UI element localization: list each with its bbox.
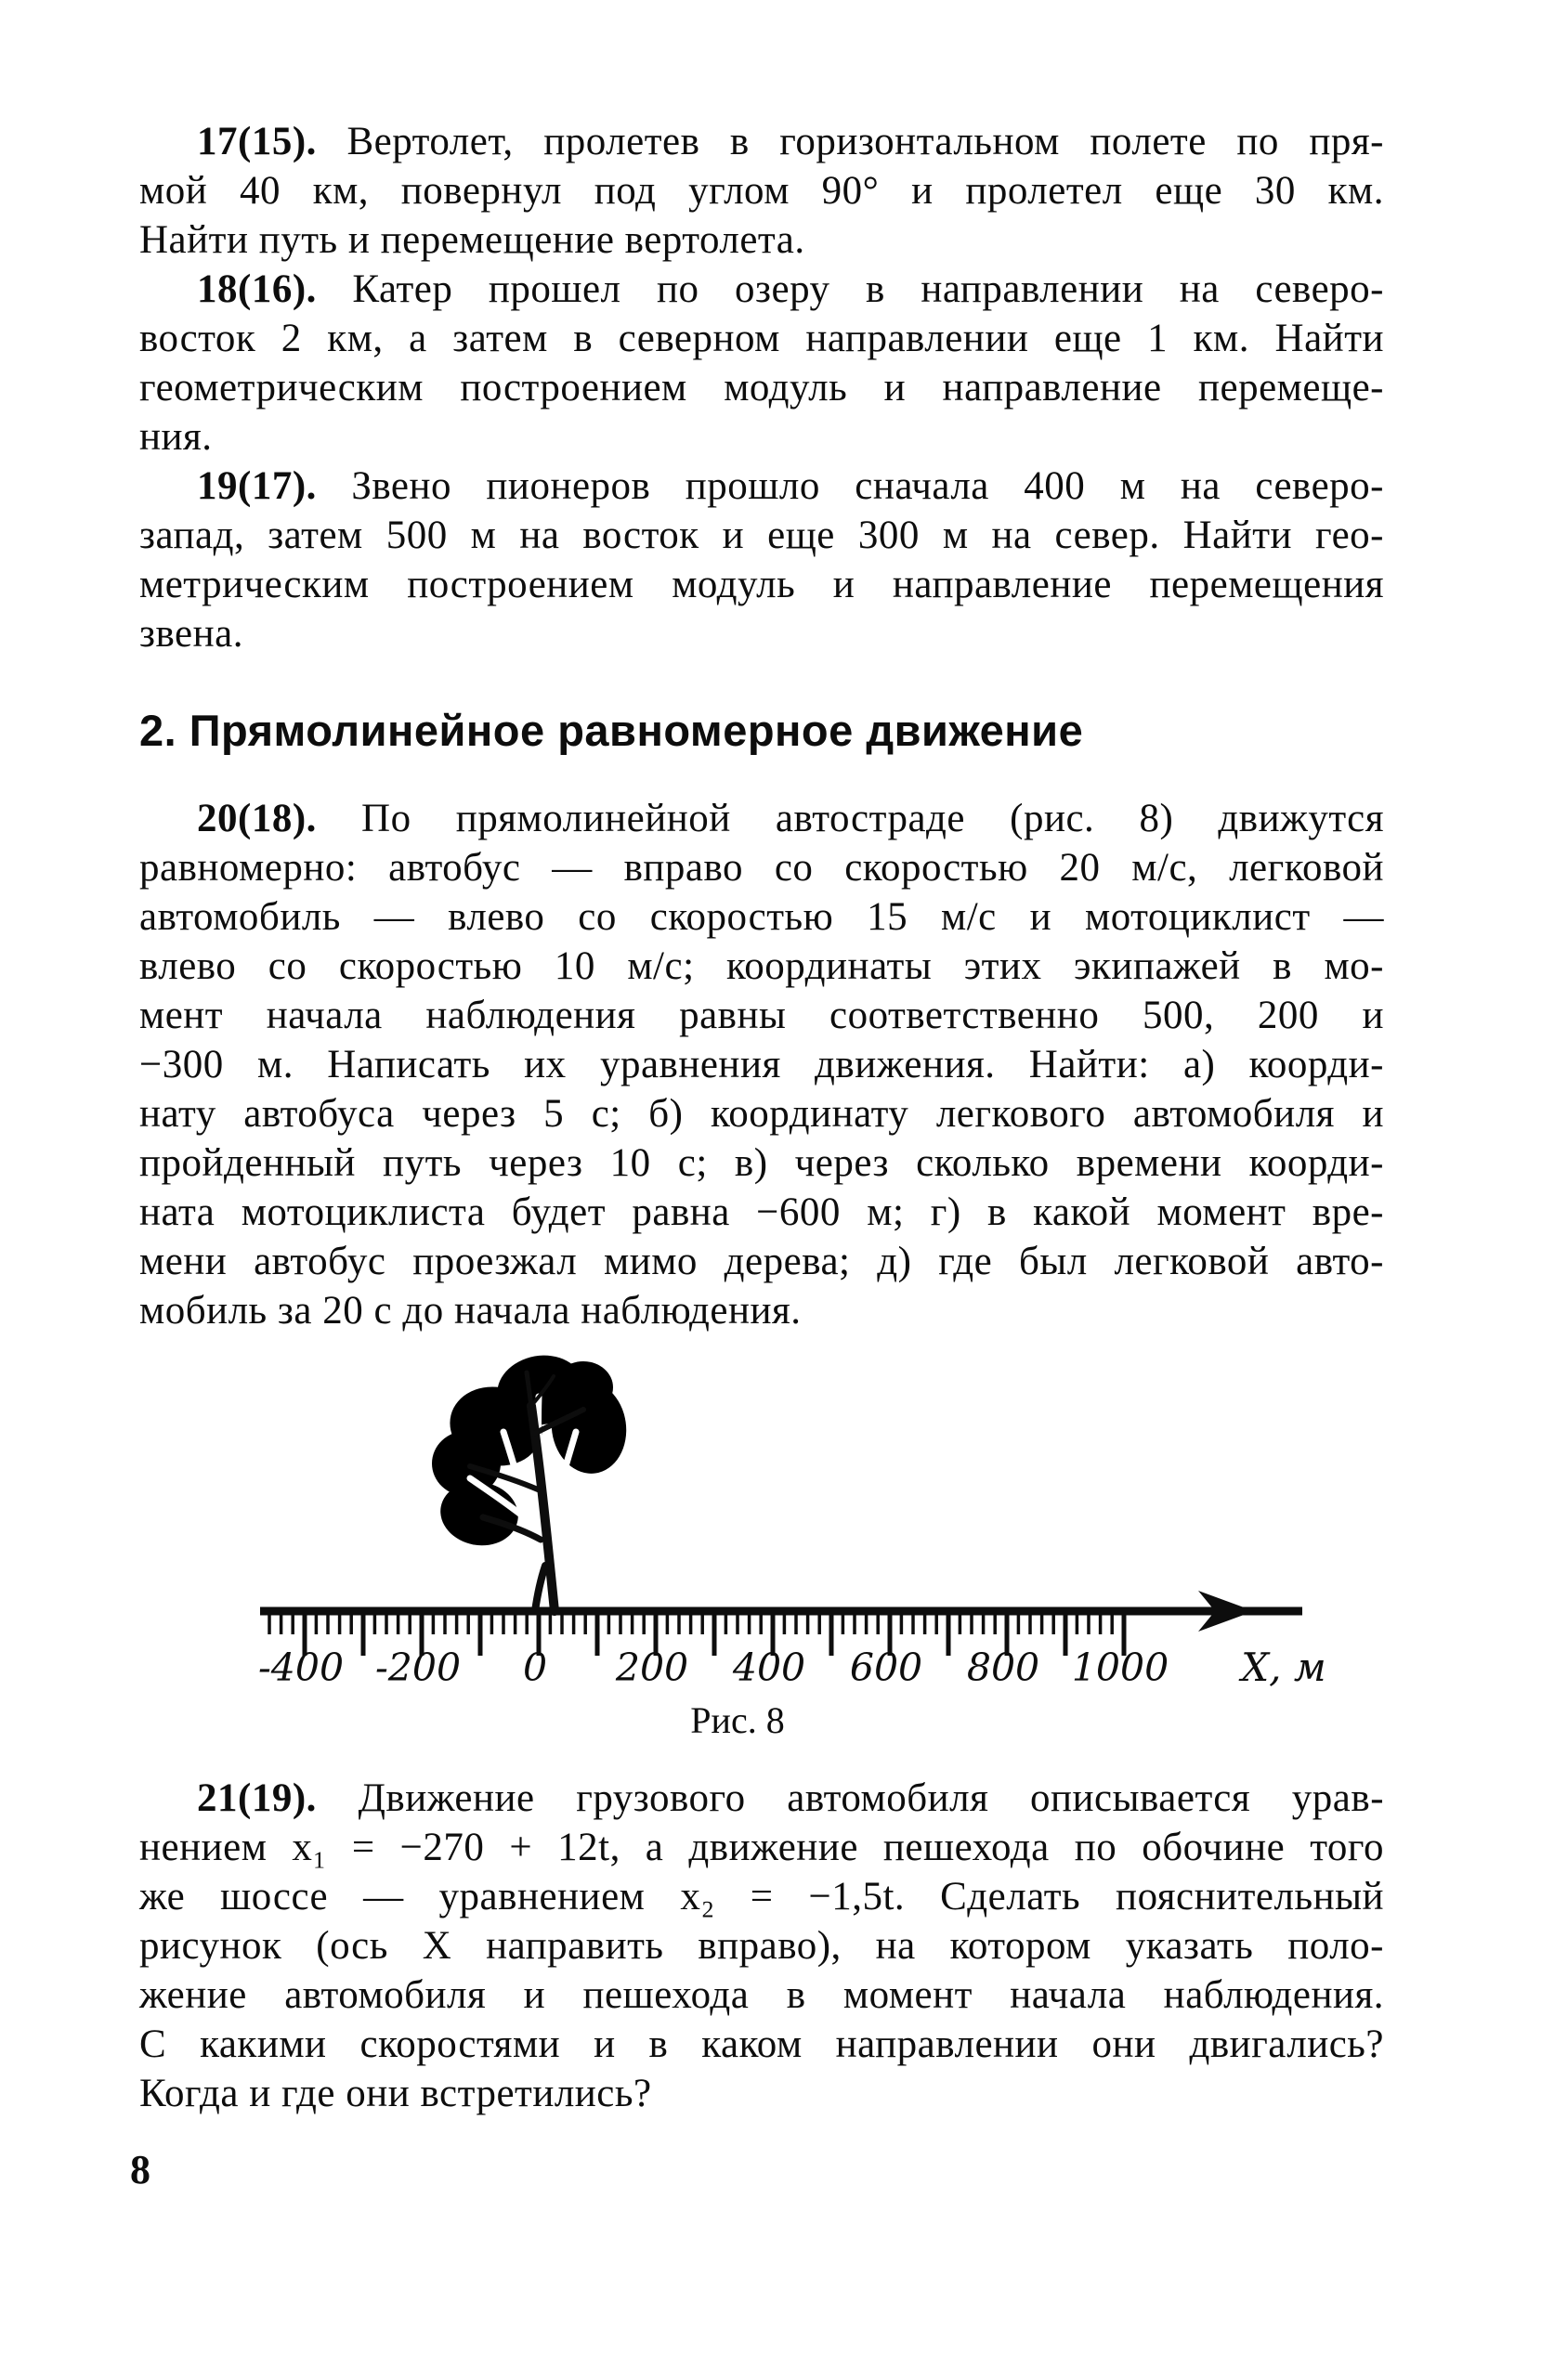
paragraph-line: восток 2 км, а затем в северном направлении еще 1 км. Найти (139, 317, 1384, 360)
paragraph-line: автомобиль — влево со скоростью 15 м/с и мотоциклист — (139, 895, 1384, 939)
paragraph-line (139, 265, 1384, 314)
axis-tick-label: -400 (257, 1645, 345, 1690)
paragraph-line: геометрическим построением модуль и направление перемеще- (139, 366, 1384, 410)
paragraph-line: ната мотоциклиста будет равна −600 м; г) в какой момент вре- (139, 1190, 1384, 1234)
paragraph-line: влево со скоростью 10 м/с; координаты этих экипажей в мо- (139, 944, 1384, 988)
paragraph-text: Катер прошел по озеру в направлении на северо- (352, 267, 1385, 311)
figure-caption: Рис. 8 (690, 1699, 785, 1741)
text-column (130, 117, 1385, 2193)
paragraph-line: рисунок (ось X направить вправо), на котором указать поло- (139, 1924, 1384, 1968)
paragraph-text: По прямолинейной автостраде (рис. 8) движутся (361, 797, 1384, 840)
axis-unit-label: X, м (1241, 1645, 1326, 1690)
figure-8 (139, 1339, 1384, 1742)
paragraph-line: ния. (139, 415, 213, 459)
paragraph-line: же шоссе — уравнением x₂ = −1,5t. Сделать пояснительный (139, 1875, 1384, 1918)
axis-tick-label: 1000 (1071, 1645, 1169, 1690)
paragraph-line: звена. (139, 612, 243, 656)
paragraph-line: мент начала наблюдения равны соответственно 500, 200 и (139, 994, 1384, 1037)
axis-tick-label: 0 (522, 1645, 548, 1690)
problem-19 (139, 462, 1384, 658)
paragraph-line: равномерно: автобус — вправо со скоростью 20 м/с, легковой (139, 846, 1384, 890)
axis-tick-label: 200 (615, 1645, 689, 1690)
tree-illustration (432, 1348, 633, 1611)
paragraph-line: запад, затем 500 м на восток и еще 300 м на север. Найти гео- (139, 514, 1384, 557)
section-heading: 2. Прямолинейное равномерное движение (139, 706, 1084, 755)
problem-number: 17(15). (197, 120, 317, 163)
paragraph-line: Когда и где они встретились? (139, 2072, 652, 2115)
problem-number: 20(18). (197, 797, 317, 840)
problem-number: 21(19). (197, 1776, 317, 1820)
paragraph-line: нением x₁ = −270 + 12t, а движение пешехода по обочине того (139, 1826, 1384, 1869)
axis-tick-label: 400 (732, 1645, 806, 1690)
paragraph-text: Звено пионеров прошло сначала 400 м на северо- (351, 464, 1385, 508)
paragraph-line: метрическим построением модуль и направление перемещения (139, 563, 1384, 606)
paragraph-line: жение автомобиля и пешехода в момент начала наблюдения. (139, 1973, 1384, 2017)
problem-21 (139, 1774, 1384, 2118)
paragraph-line (139, 1774, 1384, 1823)
paragraph-line: пройденный путь через 10 с; в) через сколько времени коорди- (139, 1141, 1384, 1185)
axis-tick-label: 800 (966, 1645, 1040, 1690)
axis-tick-label: 600 (849, 1645, 923, 1690)
paragraph-line: −300 м. Написать их уравнения движения. Найти: а) коорди- (139, 1043, 1384, 1086)
paragraph-line (139, 462, 1384, 511)
paragraph-line: мобиль за 20 с до начала наблюдения. (139, 1289, 802, 1333)
page-number: 8 (130, 2147, 150, 2192)
problem-18 (139, 265, 1384, 462)
problem-20 (139, 794, 1384, 1335)
problem-17 (139, 117, 1384, 265)
paragraph-text: Движение грузового автомобиля описывается урав- (358, 1776, 1385, 1820)
axis-tick-label: -200 (374, 1645, 462, 1690)
figure-8-axis-diagram (139, 1339, 1384, 1699)
paragraph-line: С какими скоростями и в каком направлении они двигались? (139, 2022, 1384, 2066)
paragraph-line: мой 40 км, повернул под углом 90° и пролетел еще 30 км. (139, 169, 1384, 213)
paragraph-line (139, 794, 1384, 843)
paragraph-line (139, 117, 1384, 166)
paragraph-line: нату автобуса через 5 с; б) координату легкового автомобиля и (139, 1092, 1384, 1136)
paragraph-line: мени автобус проезжал мимо дерева; д) где был легковой авто- (139, 1240, 1384, 1283)
problem-number: 19(17). (197, 464, 317, 508)
problem-number: 18(16). (197, 267, 317, 311)
paragraph-text: Вертолет, пролетев в горизонтальном полете по пря- (346, 120, 1385, 163)
paragraph-line: Найти путь и перемещение вертолета. (139, 218, 805, 262)
